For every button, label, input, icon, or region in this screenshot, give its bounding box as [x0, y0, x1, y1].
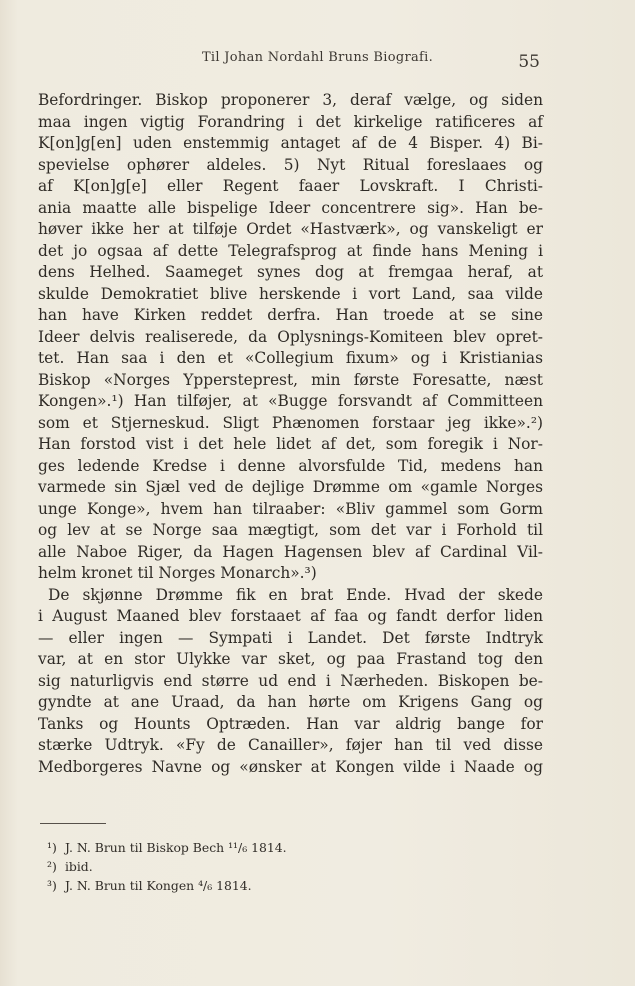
running-header-title: Til Johan Nordahl Bruns Biografi.	[201, 50, 434, 65]
footnotes	[47, 838, 367, 895]
text-line: Tanks og Hounts Optræden. Han var aldrig bange for	[38, 714, 543, 733]
body-text	[38, 90, 543, 778]
text-line: alle Naboe Riger, da Hagen Hagensen blev af Cardinal Vil-	[38, 542, 543, 561]
text-line: dens Helhed. Saameget synes dog at fremgaa heraf, at	[38, 263, 543, 281]
text-line: sig naturligvis end større ud end i Nærheden. Biskopen be-	[38, 671, 543, 690]
footnote	[47, 876, 367, 895]
text-line: Ideer delvis realiserede, da Oplysnings-Komiteen blev opret-	[38, 327, 543, 346]
footnote-text: ibid.	[64, 859, 93, 874]
text-line: stærke Udtryk. «Fy de Canailler», føjer han til ved disse	[38, 736, 543, 754]
text-line: unge Konge», hvem han tilraaber: «Bliv gammel som Gorm	[38, 499, 543, 518]
footnote	[47, 857, 367, 876]
footnote	[47, 838, 367, 857]
text-line: — eller ingen — Sympati i Landet. Det første Indtryk	[38, 628, 543, 647]
text-line: ania maatte alle bispelige Ideer concentrere sig». Han be-	[38, 198, 543, 217]
text-line: varmede sin Sjæl ved de dejlige Drømme om «gamle Norges	[38, 478, 543, 496]
footnote-mark: ²)	[47, 859, 57, 874]
text-line: Befordringer. Biskop proponerer 3, deraf vælge, og siden	[38, 91, 543, 109]
text-line: De skjønne Drømme fik en brat Ende. Hvad der skede	[48, 585, 543, 604]
page-number: 55	[518, 52, 540, 72]
text-line: af K[on]g[e] eller Regent faaer Lovskraft. I Christi-	[38, 177, 543, 195]
text-line: det jo ogsaa af dette Telegrafsprog at finde hans Mening i	[38, 241, 543, 260]
footnote-text: J. N. Brun til Biskop Bech ¹¹/₆ 1814.	[64, 840, 287, 855]
text-line: spevielse ophører aldeles. 5) Nyt Ritual foreslaaes og	[38, 155, 543, 174]
text-line: maa ingen vigtig Forandring i det kirkelige ratificeres af	[38, 112, 543, 131]
footnote-text: J. N. Brun til Kongen ⁴/₆ 1814.	[64, 878, 252, 893]
text-line: gyndte at ane Uraad, da han hørte om Krigens Gang og	[38, 693, 543, 711]
text-line: tet. Han saa i den et «Collegium fixum» og i Kristianias	[38, 349, 543, 367]
text-line: og lev at se Norge saa mægtigt, som det var i Forhold til	[38, 521, 543, 539]
text-line: han have Kirken reddet derfra. Han troede at se sine	[38, 306, 543, 324]
footnote-divider	[40, 823, 106, 824]
text-line: Kongen».¹) Han tilføjer, at «Bugge forsvandt af Committeen	[38, 392, 543, 410]
footnote-mark: ³)	[47, 878, 57, 893]
text-line: Han forstod vist i det hele lidet af det, som foregik i Nor-	[38, 435, 543, 453]
text-line: i August Maaned blev forstaaet af faa og fandt derfor liden	[38, 607, 543, 625]
text-line: høver ikke her at tilføje Ordet «Hastværk», og vanskeligt er	[38, 220, 543, 238]
text-line: Biskop «Norges Yppersteprest, min første Foresatte, næst	[38, 370, 543, 389]
text-line: K[on]g[en] uden enstemmig antaget af de 4 Bisper. 4) Bi-	[38, 134, 543, 152]
footnote-mark: ¹)	[47, 840, 57, 855]
text-line: Medborgeres Navne og «ønsker at Kongen vilde i Naade og	[38, 757, 543, 776]
text-line: ges ledende Kredse i denne alvorsfulde Tid, medens han	[38, 456, 543, 475]
text-line: helm kronet til Norges Monarch».³)	[38, 564, 317, 582]
text-line: skulde Demokratiet blive herskende i vort Land, saa vilde	[38, 284, 543, 303]
text-line: var, at en stor Ulykke var sket, og paa Frastand tog den	[38, 650, 543, 668]
text-line: som et Stjerneskud. Sligt Phænomen forstaar jeg ikke».²)	[38, 413, 543, 432]
